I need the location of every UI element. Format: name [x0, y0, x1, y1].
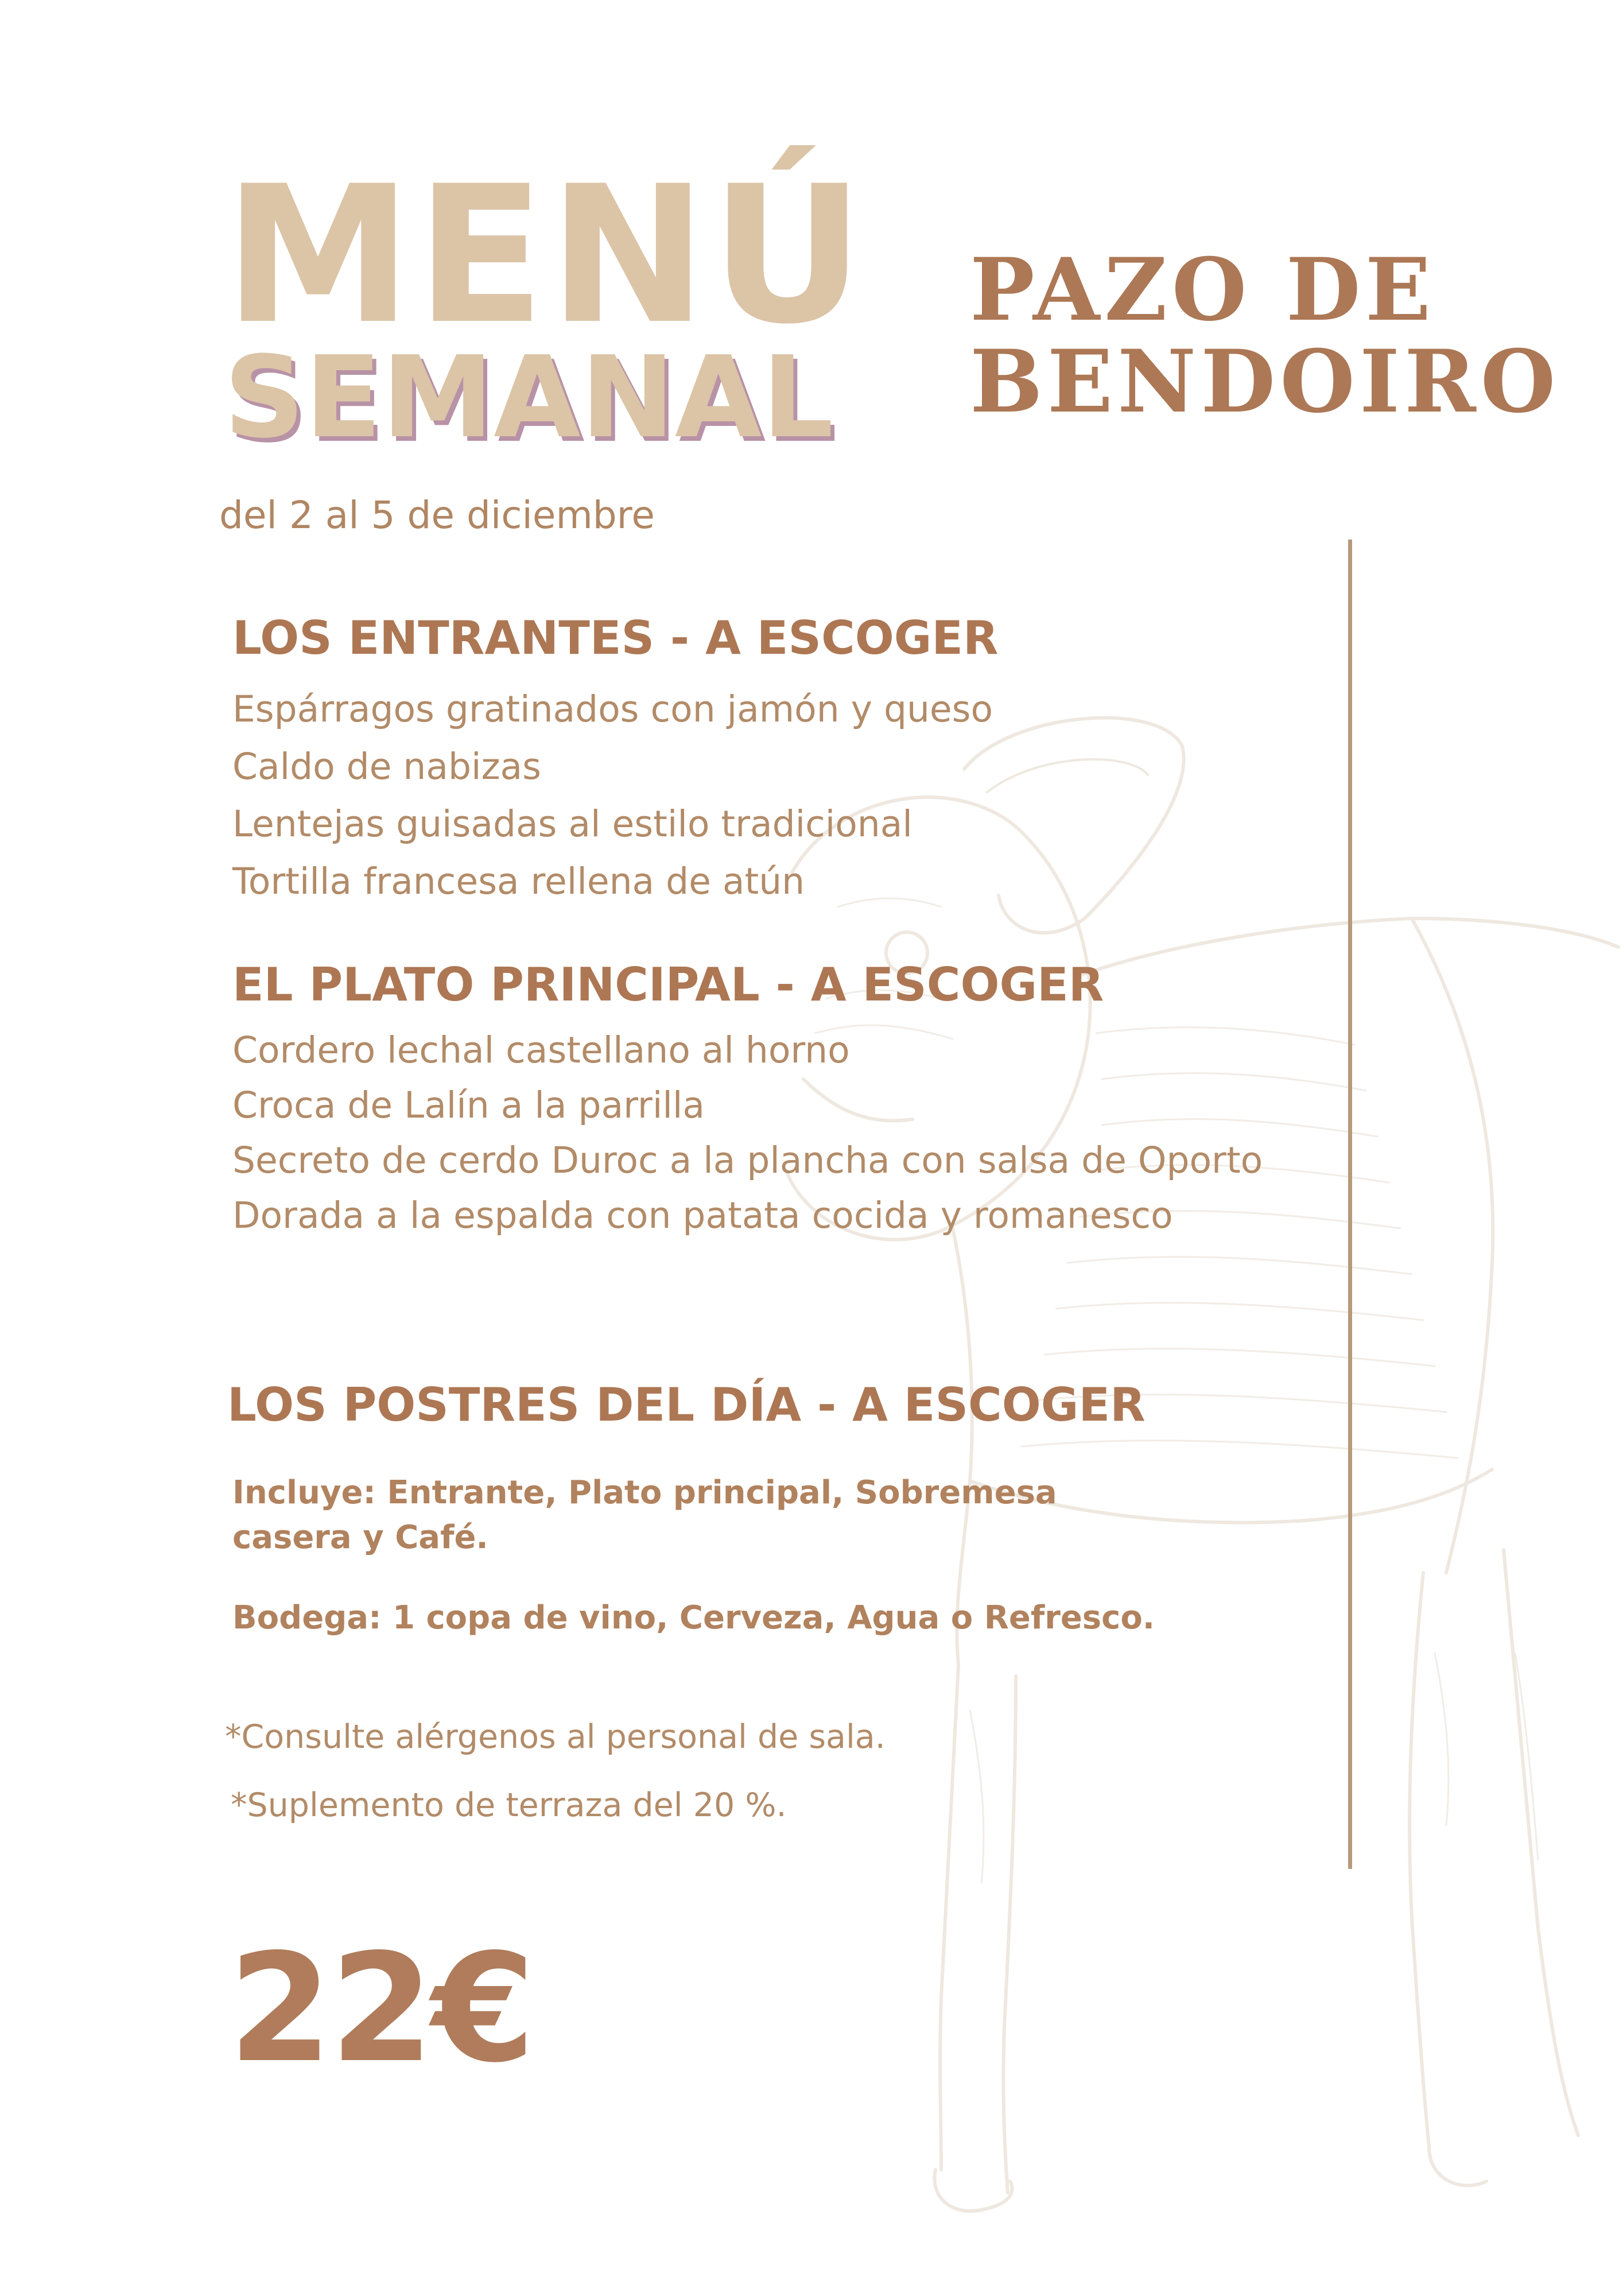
title-semanal: SEMANAL — [224, 332, 834, 463]
price: 22€ — [228, 1922, 533, 2096]
terrace-note: *Suplemento de terraza del 20 %. — [231, 1786, 787, 1824]
starter-item: Lentejas guisadas al estilo tradicional — [232, 803, 913, 845]
starters-title: LOS ENTRANTES - A ESCOGER — [232, 611, 999, 665]
main-item: Dorada a la espalda con patata cocida y romanesco — [232, 1194, 1173, 1236]
starters-section — [232, 611, 999, 921]
starter-item: Tortilla francesa rellena de atún — [232, 860, 805, 902]
mains-title: EL PLATO PRINCIPAL - A ESCOGER — [232, 958, 1104, 1011]
starters-list — [232, 688, 999, 902]
includes-info — [232, 1471, 1057, 1560]
starter-item: Caldo de nabizas — [232, 746, 541, 788]
brand-logo — [970, 239, 1560, 432]
date-range: del 2 al 5 de diciembre — [219, 493, 655, 537]
allergens-note: *Consulte alérgenos al personal de sala. — [225, 1718, 886, 1756]
brand-line-1: PAZO DE — [970, 239, 1436, 340]
starter-item: Espárragos gratinados con jamón y queso — [232, 688, 993, 730]
includes-line-1: Incluye: Entrante, Plato principal, Sobremesa — [232, 1474, 1057, 1511]
drinks-info: Bodega: 1 copa de vino, Cerveza, Agua o Refresco. — [232, 1599, 1155, 1636]
vertical-divider — [1348, 540, 1352, 1869]
main-item: Croca de Lalín a la parrilla — [232, 1084, 705, 1126]
title-menu: MENÚ — [224, 145, 868, 366]
includes-line-2: casera y Café. — [232, 1519, 488, 1556]
desserts-title: LOS POSTRES DEL DÍA - A ESCOGER — [227, 1378, 1146, 1432]
mains-section — [232, 958, 1263, 1252]
brand-line-2: BENDOIRO — [970, 331, 1560, 432]
main-item: Cordero lechal castellano al horno — [232, 1029, 850, 1071]
main-item: Secreto de cerdo Duroc a la plancha con salsa de Oporto — [232, 1139, 1263, 1181]
mains-list — [232, 1029, 1263, 1236]
